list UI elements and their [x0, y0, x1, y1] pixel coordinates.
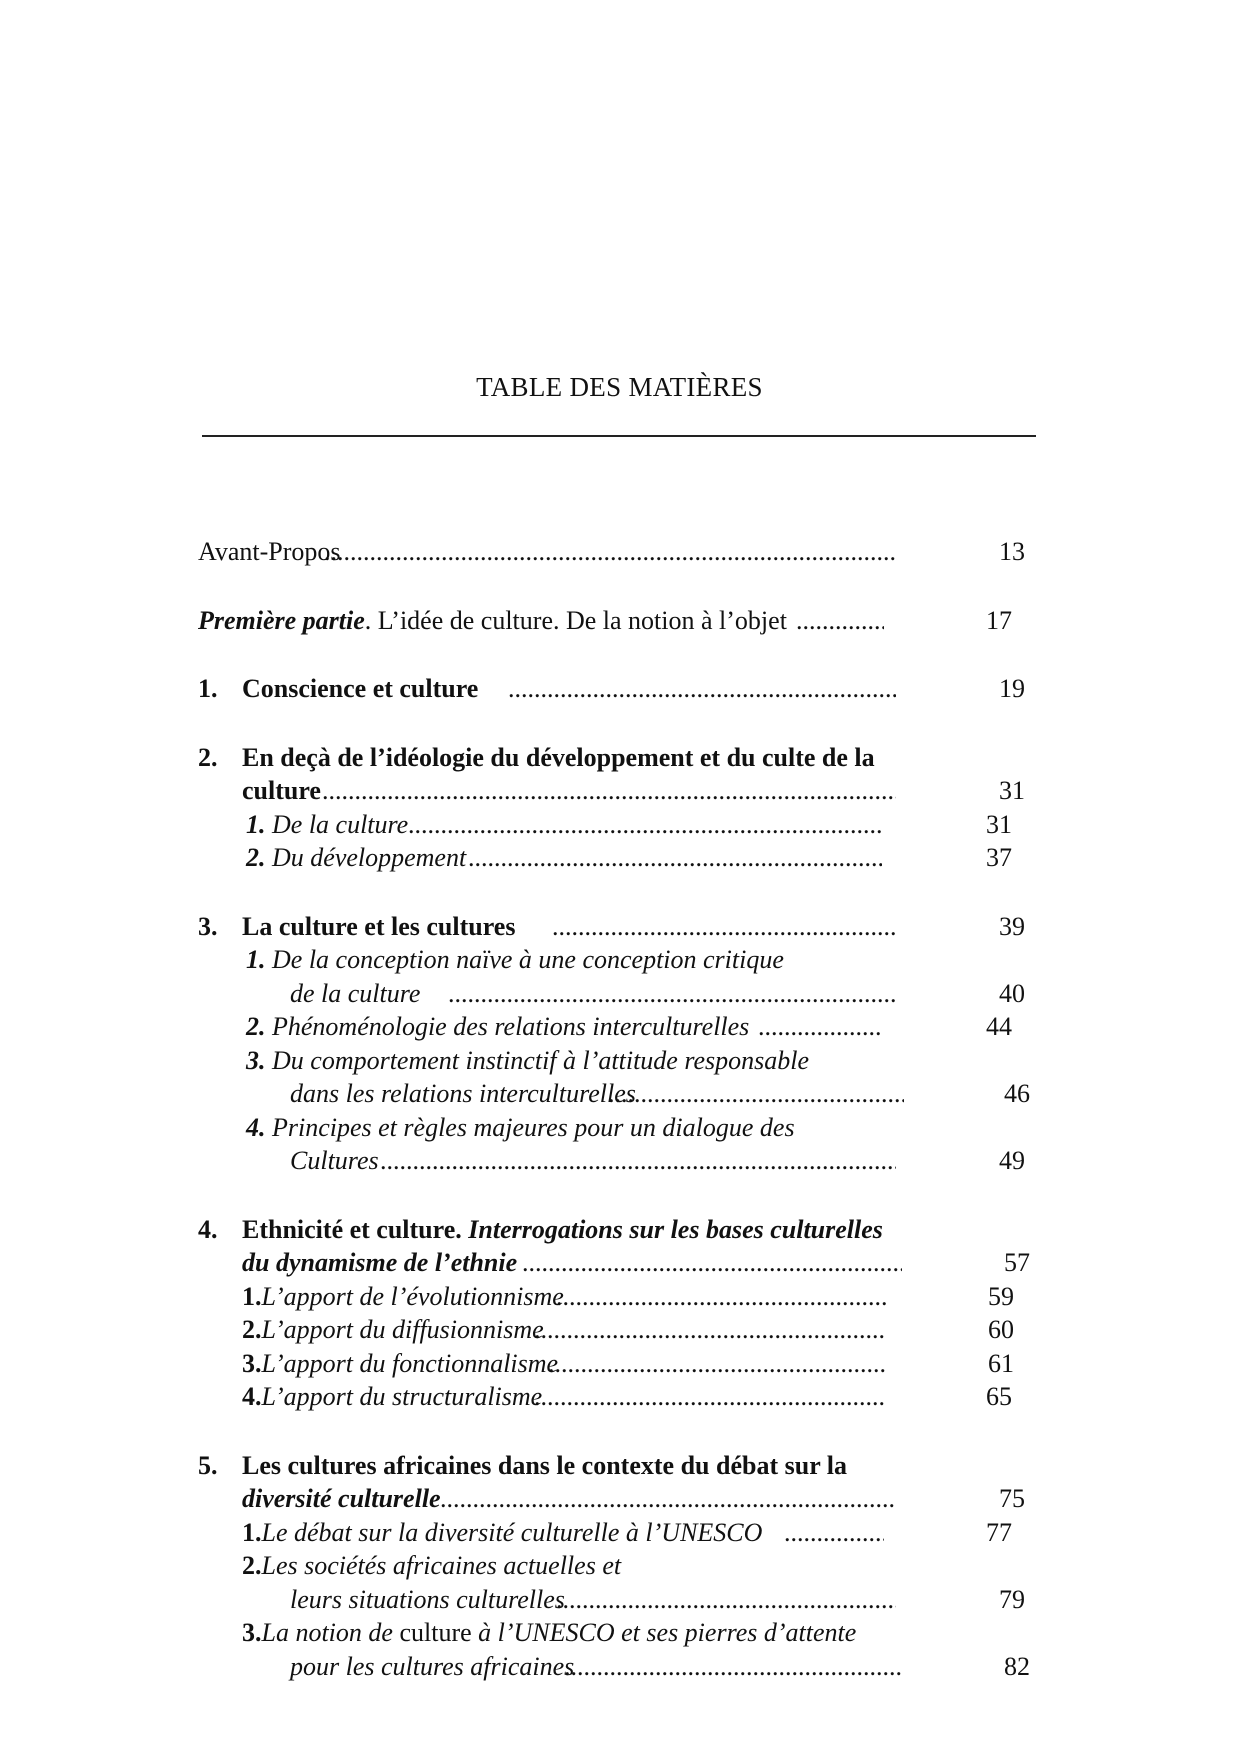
section-title-line1: Principes et règles majeures pour un dialogue des: [272, 1112, 795, 1142]
toc-chapter-5-continued[interactable]: [198, 1482, 1038, 1516]
page-number: 60: [988, 1315, 1014, 1344]
dot-leader: [608, 1077, 904, 1111]
chapter-title-line1: Les cultures africaines dans le contexte du débat sur la: [242, 1450, 847, 1480]
toc-section-4-1[interactable]: [198, 1280, 1038, 1314]
section-number: 2.: [246, 843, 266, 872]
chapter-number: 1.: [198, 674, 218, 703]
toc-section-2-2[interactable]: [198, 841, 1038, 875]
section-title: Phénoménologie des relations interculturelles: [272, 1012, 750, 1041]
section-title: L’apport du fonctionnalisme: [261, 1348, 559, 1378]
section-number: 3.: [242, 1618, 262, 1647]
toc-section-5-3-continued[interactable]: [198, 1650, 1038, 1684]
dot-leader: [534, 1313, 886, 1347]
section-number: 1.: [246, 945, 266, 974]
toc-entry-label: Avant-Propos: [198, 537, 341, 566]
section-title-line1: De la conception naïve à une conception critique: [272, 945, 784, 974]
toc-section-4-3[interactable]: [198, 1347, 1038, 1381]
section-title: L’apport de l’évolutionnisme: [261, 1281, 564, 1311]
chapter-title-line1: En deçà de l’idéologie du développement et du culte de la: [242, 742, 875, 772]
chapter-number: 4.: [198, 1214, 218, 1244]
section-title-roman: culture: [399, 1618, 472, 1647]
section-title: L’apport du structuralisme: [261, 1382, 543, 1411]
section-title-part-b: à l’UNESCO et ses pierres d’attente: [471, 1618, 857, 1647]
page-number: 82: [1004, 1651, 1030, 1681]
toc-section-5-2[interactable]: [198, 1549, 1038, 1583]
chapter-title-line2: culture: [242, 776, 321, 805]
toc-chapter-2-continued[interactable]: [198, 774, 1038, 808]
dot-leader: [508, 672, 896, 706]
section-title: L’apport du diffusionnisme: [261, 1315, 544, 1344]
section-title-line2: pour les cultures africaines: [290, 1651, 575, 1681]
section-number: 2.: [246, 1012, 266, 1041]
section-number: 3.: [246, 1045, 266, 1075]
toc-chapter-4[interactable]: [198, 1213, 1038, 1247]
page-number: 40: [999, 978, 1025, 1008]
dot-leader: [548, 1347, 886, 1381]
section-title-line2: leurs situations culturelles: [290, 1584, 565, 1614]
chapter-title: La culture et les cultures: [242, 911, 516, 941]
toc-section-3-3-continued[interactable]: [198, 1077, 1038, 1111]
page-number: 17: [986, 605, 1012, 635]
section-number: 4.: [242, 1382, 262, 1411]
dot-leader: [796, 604, 884, 638]
page-number: 39: [999, 911, 1025, 941]
dot-leader: [448, 977, 896, 1011]
toc-entry-premiere-partie[interactable]: [198, 604, 1038, 638]
dot-leader: [468, 841, 882, 875]
page-number: 77: [986, 1517, 1012, 1547]
section-title-line1: Du comportement instinctif à l’attitude responsable: [272, 1045, 810, 1075]
section-title-part-a: La notion de: [261, 1618, 400, 1647]
page-number: 75: [999, 1484, 1025, 1513]
toc-section-4-2[interactable]: [198, 1313, 1038, 1347]
toc-section-5-3[interactable]: [198, 1616, 1038, 1650]
toc-chapter-5[interactable]: [198, 1449, 1038, 1483]
chapter-number: 3.: [198, 911, 218, 941]
page-number: 31: [999, 776, 1025, 805]
dot-leader: [758, 1010, 882, 1044]
toc-chapter-3[interactable]: [198, 910, 1038, 944]
page-number: 59: [988, 1281, 1014, 1311]
section-title-line2: dans les relations interculturelles: [290, 1079, 636, 1108]
chapter-number: 5.: [198, 1450, 218, 1480]
dot-leader: [534, 1380, 884, 1414]
section-title: Du développement: [272, 843, 467, 872]
toc-chapter-2[interactable]: [198, 741, 1038, 775]
page-title: TABLE DES MATIÈRES: [476, 372, 763, 402]
toc-chapter-4-continued[interactable]: [198, 1246, 1038, 1280]
toc-entry-label: [198, 604, 787, 638]
dot-leader: [564, 1650, 902, 1684]
page-number: 31: [986, 809, 1012, 839]
toc-section-4-4[interactable]: [198, 1380, 1038, 1414]
section-number: 1.: [242, 1281, 262, 1311]
page-number: 13: [999, 537, 1025, 566]
section-title-line1: Les sociétés africaines actuelles et: [261, 1551, 622, 1580]
dot-leader: [556, 1583, 896, 1617]
dot-leader: [380, 1144, 896, 1178]
dot-leader: [556, 1280, 886, 1314]
chapter-title-bold: Ethnicité et culture.: [242, 1214, 469, 1244]
chapter-subtitle: Interrogations sur les bases culturelles: [468, 1214, 883, 1244]
dot-leader: [322, 774, 896, 808]
toc-section-3-4-continued[interactable]: [198, 1144, 1038, 1178]
chapter-title: Conscience et culture: [242, 674, 479, 703]
chapter-number: 2.: [198, 742, 218, 772]
section-number: 1.: [242, 1517, 262, 1547]
title-underline-divider: [202, 435, 1036, 437]
page-number: 46: [1004, 1079, 1030, 1108]
section-title-line2: Cultures: [290, 1146, 379, 1175]
section-number: 3.: [242, 1348, 262, 1378]
toc-section-2-1[interactable]: [198, 808, 1038, 842]
section-title-line2: de la culture: [290, 978, 421, 1008]
toc-section-3-1-continued[interactable]: [198, 977, 1038, 1011]
page-number: 44: [986, 1012, 1012, 1041]
page-number: 49: [999, 1146, 1025, 1175]
page-number: 57: [1004, 1248, 1030, 1277]
page-number: 79: [999, 1584, 1025, 1614]
toc-section-3-3[interactable]: [198, 1044, 1038, 1078]
page-number: 37: [986, 843, 1012, 872]
chapter-subtitle-line2: du dynamisme de l’ethnie: [242, 1248, 518, 1277]
section-number: 2.: [242, 1551, 262, 1580]
toc-section-3-4[interactable]: [198, 1111, 1038, 1145]
section-number: 1.: [246, 809, 266, 839]
dot-leader: [522, 1246, 902, 1280]
section-number: 4.: [246, 1112, 266, 1142]
page-number: 19: [999, 674, 1025, 703]
section-number: 2.: [242, 1315, 262, 1344]
page-number: 65: [986, 1382, 1012, 1411]
table-of-contents: [198, 535, 1038, 1683]
toc-chapter-1[interactable]: [198, 672, 1038, 706]
dot-leader: [324, 535, 896, 569]
section-title: De la culture: [272, 809, 409, 839]
toc-section-5-2-continued[interactable]: [198, 1583, 1038, 1617]
toc-section-3-1[interactable]: [198, 943, 1038, 977]
dot-leader: [784, 1516, 884, 1550]
part-label: Première partie: [198, 605, 365, 635]
toc-section-3-2[interactable]: [198, 1010, 1038, 1044]
section-title: Le débat sur la diversité culturelle à l’UNESCO: [261, 1517, 763, 1547]
part-title: . L’idée de culture. De la notion à l’objet: [364, 605, 787, 635]
dot-leader: [408, 808, 882, 842]
toc-entry-avant-propos[interactable]: [198, 535, 1038, 569]
toc-section-5-1[interactable]: [198, 1516, 1038, 1550]
page-number: 61: [988, 1348, 1014, 1378]
dot-leader: [552, 910, 896, 944]
chapter-title-line2: diversité culturelle: [242, 1484, 441, 1513]
dot-leader: [440, 1482, 896, 1516]
